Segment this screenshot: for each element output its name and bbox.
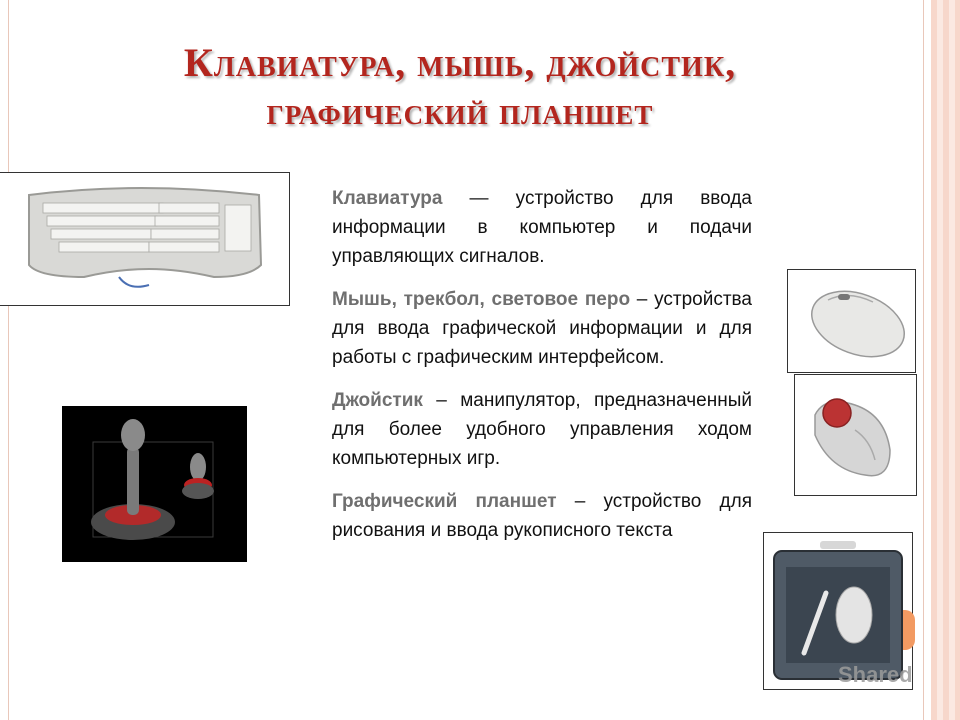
title-line-1: Клавиатура, мышь, джойстик, xyxy=(183,40,737,85)
paragraph-joystick xyxy=(332,386,752,473)
definition-joystick: – манипулятор, предназначенный для более удобного управления ходом компьютерных игр. xyxy=(332,390,752,469)
paragraph-keyboard xyxy=(332,184,752,271)
decorative-stripe xyxy=(931,0,960,720)
mouse-image xyxy=(787,269,916,373)
term-keyboard: Клавиатура xyxy=(332,188,443,209)
term-tablet: Графический планшет xyxy=(332,491,557,512)
title-line-2: графический планшет xyxy=(266,91,654,133)
watermark-text: Shared xyxy=(838,662,913,687)
keyboard-image xyxy=(0,172,290,306)
slide-title xyxy=(20,38,900,136)
term-joystick: Джойстик xyxy=(332,390,423,411)
paragraph-mouse xyxy=(332,285,752,372)
paragraph-tablet xyxy=(332,487,752,545)
definition-mouse: – устройства для ввода графической информации и для работы с графическим интерфейсом. xyxy=(332,289,752,368)
decorative-tab xyxy=(903,610,915,650)
term-mouse: Мышь, трекбол, световое перо xyxy=(332,289,631,310)
trackball-image xyxy=(794,374,917,496)
joystick-image xyxy=(62,406,247,562)
description-text xyxy=(332,184,752,559)
definition-tablet: – устройство для рисования и ввода рукописного текста xyxy=(332,491,753,541)
definition-keyboard: — устройство для ввода информации в компьютер и подачи управляющих сигналов. xyxy=(332,188,752,267)
watermark xyxy=(770,660,930,690)
